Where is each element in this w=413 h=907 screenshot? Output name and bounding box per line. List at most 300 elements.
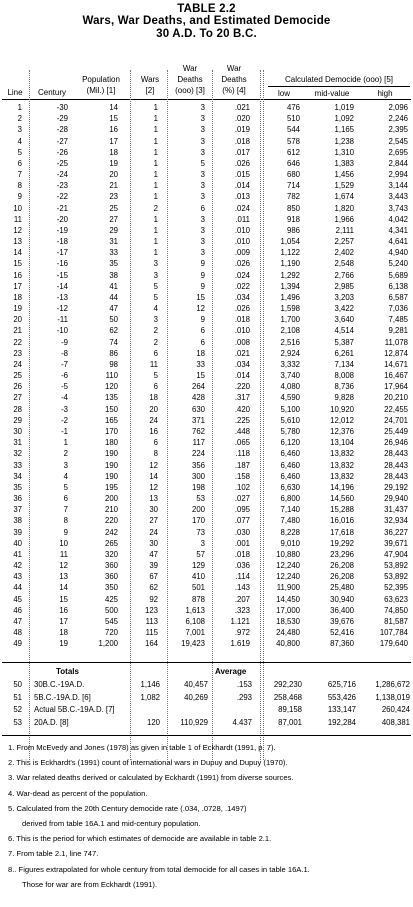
cell-wars: 39 [149, 561, 158, 571]
footnote: derived from table 16A.1 and mid-century population. [22, 819, 201, 828]
cell-war-deaths-pct: .018 [234, 136, 250, 146]
cell-wars: 1 [153, 181, 158, 191]
header-low: low [277, 89, 290, 98]
cell-democide-mid: 7,134 [334, 359, 354, 369]
cell-line: 44 [13, 583, 22, 593]
cell-wars: 16 [149, 426, 158, 436]
table-row [0, 370, 413, 381]
totals-label: Totals [56, 667, 79, 676]
totals-row [0, 679, 413, 692]
cell-line: 18 [13, 292, 22, 302]
cell-population: 360 [104, 572, 118, 582]
cell-line: 45 [13, 594, 22, 604]
footnote: 3. War related deaths derived or calculated by Eckhardt (1991) from diverse sources. [8, 773, 294, 783]
table-row [0, 616, 413, 627]
cell-century: 1 [63, 438, 68, 448]
cell-war-deaths: 878 [191, 594, 205, 604]
header-century: Century [37, 88, 66, 97]
cell-war-deaths: 6 [200, 337, 205, 347]
cell-wars: 6 [153, 438, 158, 448]
table-row [0, 605, 413, 616]
table-row [0, 415, 413, 426]
cell-war-deaths-pct: .021 [234, 103, 250, 112]
cell-war-deaths-pct: .009 [234, 248, 250, 258]
cell-democide-high: 28,443 [384, 449, 408, 459]
table-row [0, 225, 413, 236]
cell-democide-high: 1,138,019 [375, 692, 410, 702]
table-row [0, 258, 413, 269]
table-row [0, 337, 413, 348]
cell-wars: 2 [153, 326, 158, 336]
cell-century: -14 [56, 281, 68, 291]
cell-wars: 30 [149, 505, 158, 515]
cell-democide-low: 6,460 [280, 449, 300, 459]
cell-democide-high: 3,743 [388, 203, 408, 213]
cell-population: 20 [109, 170, 118, 180]
cell-war-deaths: 33 [196, 359, 205, 369]
cell-democide-high: 16,467 [384, 371, 408, 381]
table-row [0, 381, 413, 392]
cell-wars: 120 [146, 717, 160, 727]
cell-democide-high: 5,689 [388, 270, 408, 280]
footnote: 5. Calculated from the 20th Century democide rate (.034, .0728, .1497) [8, 803, 247, 813]
cell-democide-low: 14,450 [276, 594, 300, 604]
cell-war-deaths: 110,929 [180, 717, 208, 727]
table-row [0, 303, 413, 314]
cell-century: -5 [61, 382, 68, 392]
cell-democide-high: 179,640 [379, 639, 408, 649]
cell-war-deaths: 356 [191, 460, 205, 470]
cell-democide-mid: 3,640 [334, 315, 354, 325]
cell-century: -4 [61, 393, 68, 403]
cell-democide-mid: 1,820 [334, 203, 354, 213]
cell-democide-low: 2,108 [280, 326, 300, 336]
cell-democide-mid: 1,383 [334, 158, 354, 168]
cell-population: 190 [104, 460, 118, 470]
cell-wars: 2 [153, 337, 158, 347]
cell-population: 720 [104, 628, 118, 638]
header-war-deaths-pct-2: Deaths [221, 75, 247, 84]
cell-wars: 1 [153, 192, 158, 202]
cell-war-deaths: 5 [200, 158, 205, 168]
cell-wars: 27 [149, 516, 158, 526]
cell-wars: 3 [153, 270, 158, 280]
cell-line: 29 [13, 415, 22, 425]
cell-population: 86 [109, 348, 118, 358]
cell-war-deaths: 3 [200, 136, 205, 146]
cell-line: 5 [17, 147, 22, 157]
cell-population: 190 [104, 449, 118, 459]
cell-population: 180 [104, 438, 118, 448]
cell-democide-mid: 30,940 [330, 594, 354, 604]
cell-wars: 6 [153, 382, 158, 392]
cell-democide-high: 53,892 [384, 561, 408, 571]
cell-democide-high: 39,671 [384, 538, 408, 548]
cell-war-deaths-pct: .225 [234, 415, 250, 425]
cell-century: -28 [56, 125, 68, 135]
cell-democide-low: 40,800 [276, 639, 300, 649]
cell-democide-high: 63,623 [384, 594, 408, 604]
footnote: Those for war are from Eckhardt (1991). [22, 879, 158, 889]
cell-line: 21 [13, 326, 22, 336]
cell-wars: 1 [153, 237, 158, 247]
totals-row [0, 717, 413, 730]
cell-period: 30B.C.-19A.D. [34, 680, 85, 689]
cell-wars: 11 [149, 359, 158, 369]
cell-democide-low: 782 [286, 192, 300, 202]
cell-war-deaths-pct: .026 [234, 304, 250, 314]
cell-democide-low: 1,394 [280, 281, 300, 291]
cell-wars: 123 [144, 605, 158, 615]
cell-line: 36 [13, 494, 22, 504]
cell-war-deaths-pct: .095 [234, 505, 250, 515]
totals-rows [0, 679, 413, 729]
cell-democide-low: 1,190 [280, 259, 300, 269]
cell-democide-high: 26,946 [384, 438, 408, 448]
cell-democide-low: 1,598 [280, 304, 300, 314]
cell-democide-mid: 2,402 [334, 248, 354, 258]
cell-democide-low: 89,158 [278, 705, 302, 714]
cell-democide-low: 87,001 [278, 717, 302, 727]
cell-century: -10 [56, 326, 68, 336]
cell-democide-high: 29,192 [384, 482, 408, 492]
cell-line: 35 [13, 482, 22, 492]
cell-democide-high: 7,485 [388, 315, 408, 325]
cell-war-deaths-pct: .972 [234, 628, 250, 638]
cell-war-deaths-pct: .118 [235, 449, 250, 459]
cell-democide-low: 986 [286, 225, 300, 235]
cell-war-deaths: 40,457 [184, 680, 208, 689]
cell-wars: 1 [153, 225, 158, 235]
cell-democide-mid: 13,832 [330, 460, 354, 470]
cell-population: 23 [109, 192, 118, 202]
cell-population: 150 [104, 404, 118, 414]
cell-democide-mid: 2,257 [334, 237, 354, 247]
cell-population: 170 [104, 426, 118, 436]
table-row [0, 314, 413, 325]
cell-democide-mid: 553,426 [327, 692, 356, 702]
cell-century: 18 [59, 628, 68, 638]
cell-population: 17 [109, 136, 118, 146]
cell-war-deaths-pct: .034 [234, 359, 250, 369]
cell-wars: 5 [153, 281, 158, 291]
cell-democide-high: 47,904 [384, 549, 408, 559]
cell-population: 62 [109, 326, 118, 336]
cell-wars: 4 [153, 304, 158, 314]
cell-war-deaths: 40,269 [184, 692, 208, 702]
cell-war-deaths-pct: .010 [234, 225, 250, 235]
cell-population: 19 [109, 158, 118, 168]
cell-war-deaths: 3 [200, 214, 205, 224]
totals-rule [2, 662, 411, 663]
cell-democide-mid: 26,208 [330, 572, 354, 582]
cell-war-deaths: 3 [200, 192, 205, 202]
cell-century: 12 [59, 561, 68, 571]
cell-war-deaths: 6 [200, 203, 205, 213]
cell-century: -27 [56, 136, 68, 146]
cell-wars: 6 [153, 348, 158, 358]
table-row [0, 113, 413, 124]
cell-democide-mid: 1,165 [334, 125, 354, 135]
cell-wars: 67 [149, 572, 158, 582]
table-row [0, 124, 413, 135]
cell-democide-high: 4,042 [388, 214, 408, 224]
cell-century: -1 [61, 426, 68, 436]
cell-war-deaths-pct: .207 [234, 594, 250, 604]
cell-war-deaths-pct: .024 [234, 203, 250, 213]
cell-wars: 62 [149, 583, 158, 593]
header-democide: Calculated Democide (ooo) [5] [284, 75, 394, 84]
cell-democide-mid: 2,766 [334, 270, 354, 280]
footnote: 1. From McEvedy and Jones (1978) as given in table 1 of Eckhardt (1991, p. 7). [8, 743, 276, 752]
cell-wars: 47 [149, 549, 158, 559]
header-war-deaths-pct-3: (%) [4] [222, 86, 246, 95]
cell-democide-high: 24,701 [384, 415, 408, 425]
cell-wars: 5 [153, 371, 158, 381]
cell-population: 33 [109, 248, 118, 258]
table-row [0, 281, 413, 292]
cell-century: 5 [63, 482, 68, 492]
cell-population: 200 [104, 494, 118, 504]
cell-line: 10 [13, 203, 22, 213]
cell-democide-high: 81,587 [384, 616, 408, 626]
cell-war-deaths-pct: .448 [234, 426, 250, 436]
footnote: 7. From table 2.1, line 747. [8, 849, 99, 859]
footnote: 6. This is the period for which estimates of democide are available in table 2.1. [8, 834, 272, 844]
cell-century: -30 [56, 103, 68, 112]
cell-democide-mid: 19,292 [330, 538, 354, 548]
cell-democide-high: 2,246 [388, 114, 408, 124]
header-war-deaths-pct-1: War [226, 64, 242, 73]
table-row [0, 180, 413, 191]
table-row [0, 515, 413, 526]
cell-war-deaths: 501 [191, 583, 205, 593]
cell-line: 6 [17, 158, 22, 168]
cell-democide-high: 11,078 [384, 337, 408, 347]
cell-war-deaths-pct: .014 [234, 181, 250, 191]
footnote: 8.. Figures extrapolated for whole century from total democide for all cases in table 16A.1. [8, 864, 310, 874]
cell-war-deaths: 129 [191, 561, 205, 571]
cell-population: 74 [109, 337, 118, 347]
cell-wars: 1 [153, 114, 158, 124]
cell-war-deaths: 19,423 [181, 639, 205, 649]
cell-democide-low: 1,496 [280, 292, 300, 302]
table-row [0, 538, 413, 549]
cell-war-deaths: 3 [200, 248, 205, 258]
cell-democide-low: 11,900 [276, 583, 300, 593]
cell-century: -23 [56, 181, 68, 191]
cell-democide-low: 510 [286, 114, 300, 124]
cell-line: 40 [13, 538, 22, 548]
cell-wars: 1,082 [140, 692, 160, 702]
table-row [0, 102, 413, 113]
cell-democide-high: 2,096 [388, 103, 408, 112]
cell-line: 39 [13, 527, 22, 537]
totals-row [0, 704, 413, 717]
cell-century: 17 [59, 616, 68, 626]
cell-democide-low: 4,590 [280, 393, 300, 403]
cell-population: 1,200 [98, 639, 118, 649]
cell-century: 6 [63, 494, 68, 504]
table-row [0, 582, 413, 593]
cell-population: 500 [104, 605, 118, 615]
cell-war-deaths-pct: .013 [234, 192, 250, 202]
cell-democide-mid: 1,456 [334, 170, 354, 180]
cell-war-deaths: 3 [200, 538, 205, 548]
cell-line: 31 [13, 438, 22, 448]
table-row [0, 136, 413, 147]
table-row [0, 214, 413, 225]
cell-war-deaths-pct: .014 [234, 371, 250, 381]
cell-line: 11 [13, 214, 22, 224]
cell-democide-high: 6,138 [388, 281, 408, 291]
cell-population: 210 [104, 505, 118, 515]
cell-century: -15 [56, 270, 68, 280]
table-row [0, 426, 413, 437]
cell-line: 51 [13, 692, 22, 702]
data-rows [0, 102, 413, 649]
cell-period: 5B.C.-19A.D. [6] [34, 692, 91, 702]
footnote: 2. This is Eckhardt's (1991) count of international wars in Dupuy and Dupuy (1970). [8, 758, 288, 768]
cell-population: 29 [109, 225, 118, 235]
cell-democide-mid: 6,261 [334, 348, 354, 358]
cell-line: 1 [17, 103, 22, 112]
cell-democide-mid: 13,832 [330, 449, 354, 459]
cell-democide-high: 3,144 [388, 181, 408, 191]
header-mid: mid-value [314, 89, 350, 98]
cell-war-deaths: 3 [200, 237, 205, 247]
cell-century: -21 [56, 203, 68, 213]
cell-democide-mid: 2,548 [334, 259, 354, 269]
cell-democide-high: 9,281 [388, 326, 408, 336]
cell-war-deaths: 53 [196, 494, 205, 504]
cell-war-deaths: 3 [200, 181, 205, 191]
cell-century: 3 [63, 460, 68, 470]
cell-war-deaths-pct: 1.121 [230, 616, 250, 626]
cell-war-deaths: 15 [196, 292, 205, 302]
cell-war-deaths-pct: .102 [234, 482, 250, 492]
cell-population: 44 [109, 292, 118, 302]
header-war-deaths-000-1: War [182, 64, 198, 73]
cell-century: -7 [61, 359, 68, 369]
cell-population: 242 [104, 527, 118, 537]
cell-democide-low: 8,228 [280, 527, 300, 537]
cell-century: -6 [61, 371, 68, 381]
table-row [0, 191, 413, 202]
cell-century: 16 [59, 605, 68, 615]
cell-war-deaths-pct: .293 [236, 692, 252, 702]
cell-war-deaths-pct: .220 [234, 382, 250, 392]
cell-wars: 1 [153, 136, 158, 146]
cell-democide-high: 2,395 [388, 125, 408, 135]
cell-population: 98 [109, 359, 118, 369]
cell-democide-mid: 1,092 [334, 114, 354, 124]
cell-line: 13 [13, 237, 22, 247]
cell-war-deaths: 200 [191, 505, 205, 515]
table-row [0, 571, 413, 582]
cell-war-deaths: 9 [200, 281, 205, 291]
cell-war-deaths-pct: .015 [234, 170, 250, 180]
table-row [0, 147, 413, 158]
cell-democide-high: 107,784 [379, 628, 408, 638]
cell-wars: 2 [153, 203, 158, 213]
cell-population: 35 [109, 259, 118, 269]
cell-democide-mid: 17,618 [330, 527, 354, 537]
table-row [0, 392, 413, 403]
cell-democide-low: 7,140 [280, 505, 300, 515]
notes-rule [2, 735, 411, 736]
cell-population: 25 [109, 203, 118, 213]
cell-population: 545 [104, 616, 118, 626]
cell-wars: 3 [153, 259, 158, 269]
cell-war-deaths-pct: .026 [234, 259, 250, 269]
table-row [0, 549, 413, 560]
header-war-deaths-000-2: Deaths [177, 75, 203, 84]
cell-wars: 1 [153, 170, 158, 180]
cell-wars: 92 [149, 594, 158, 604]
header-rule [2, 99, 411, 100]
cell-wars: 24 [149, 527, 158, 537]
cell-war-deaths-pct: .001 [234, 538, 250, 548]
cell-war-deaths: 762 [191, 426, 205, 436]
header-population-1: Population [82, 75, 120, 84]
cell-war-deaths-pct: .027 [234, 494, 250, 504]
cell-democide-high: 2,695 [388, 147, 408, 157]
cell-century: 8 [63, 516, 68, 526]
cell-democide-high: 4,641 [388, 237, 408, 247]
cell-century: -2 [61, 415, 68, 425]
header-wars-1: Wars [140, 75, 160, 84]
cell-democide-mid: 13,832 [330, 471, 354, 481]
cell-democide-low: 1,122 [280, 248, 300, 258]
table-row [0, 292, 413, 303]
title-line-2: Wars, War Deaths, and Estimated Democide [82, 15, 331, 27]
cell-war-deaths: 3 [200, 125, 205, 135]
cell-wars: 115 [145, 628, 158, 638]
cell-war-deaths: 117 [192, 438, 205, 448]
cell-century: 9 [63, 527, 68, 537]
cell-wars: 13 [149, 494, 158, 504]
cell-population: 320 [104, 549, 118, 559]
cell-wars: 12 [149, 460, 158, 470]
cell-war-deaths: 300 [191, 471, 205, 481]
cell-democide-mid: 9,828 [334, 393, 354, 403]
cell-line: 28 [13, 404, 22, 414]
cell-war-deaths-pct: .018 [234, 549, 250, 559]
cell-democide-high: 28,443 [384, 460, 408, 470]
cell-wars: 12 [149, 482, 158, 492]
cell-democide-low: 5,100 [280, 404, 300, 414]
cell-period: 20A.D. [8] [34, 717, 69, 727]
cell-century: 7 [63, 505, 68, 515]
cell-century: 13 [59, 572, 68, 582]
cell-population: 190 [104, 471, 118, 481]
cell-war-deaths: 73 [196, 527, 205, 537]
table-row [0, 325, 413, 336]
cell-line: 47 [13, 616, 22, 626]
cell-war-deaths-pct: .077 [234, 516, 250, 526]
cell-war-deaths-pct: .008 [234, 337, 250, 347]
cell-war-deaths: 410 [191, 572, 205, 582]
cell-line: 8 [17, 181, 22, 191]
cell-democide-high: 36,227 [384, 527, 408, 537]
cell-democide-low: 680 [286, 170, 300, 180]
cell-war-deaths-pct: .034 [234, 292, 250, 302]
cell-century: -9 [61, 337, 68, 347]
table-row [0, 482, 413, 493]
cell-population: 50 [109, 315, 118, 325]
cell-wars: 1,146 [140, 680, 160, 689]
